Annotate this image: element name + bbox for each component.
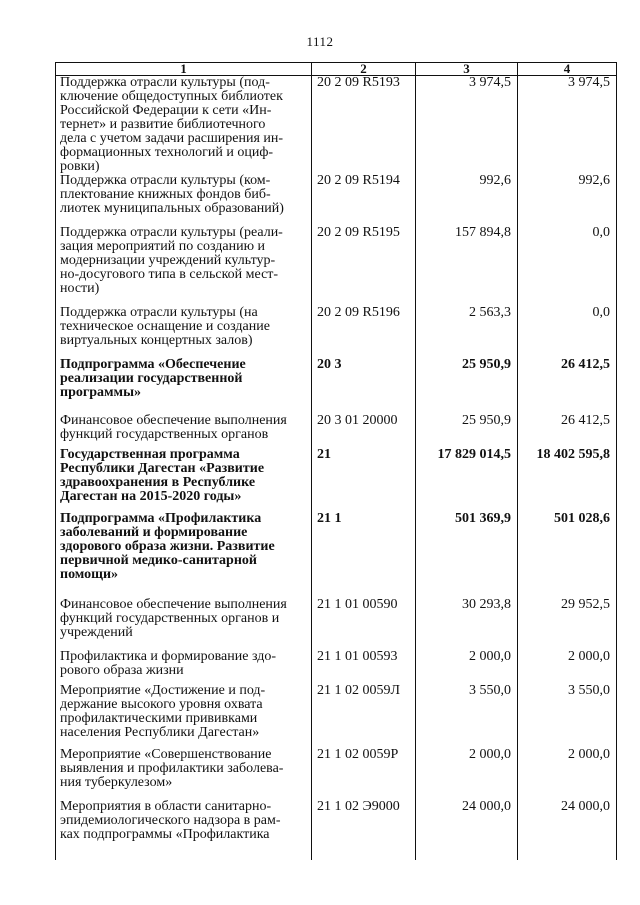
row-name-line: Подпрограмма «Обеспечение — [60, 357, 246, 372]
row-name-line: но-досугового типа в сельской мест- — [60, 267, 279, 282]
row-name-line: ключение общедоступных библиотек — [60, 89, 283, 104]
row-value-col3: 2 563,3 — [416, 306, 518, 358]
row-name-line: ности) — [60, 281, 100, 296]
page-number: 1112 — [306, 34, 334, 49]
row-code: 21 1 02 0059Л — [312, 684, 416, 748]
row-value-col4: 26 412,5 — [518, 358, 617, 414]
row-code: 20 2 09 R5193 — [312, 76, 416, 175]
row-value-col4: 2 000,0 — [518, 650, 617, 684]
row-code: 20 3 — [312, 358, 416, 414]
row-name-line: Мероприятие «Достижение и под- — [60, 683, 266, 698]
row-code: 21 1 02 0059Р — [312, 748, 416, 800]
row-name — [56, 800, 312, 860]
table-row — [56, 358, 617, 414]
column-header-2: 2 — [312, 63, 416, 76]
row-name-line: рового образа жизни — [60, 663, 184, 678]
table-row — [56, 748, 617, 800]
row-code: 21 — [312, 448, 416, 512]
row-value-col3: 157 894,8 — [416, 226, 518, 306]
row-name-line: дела с учетом задачи расширения ин- — [60, 131, 284, 146]
table-row — [56, 684, 617, 748]
row-value-col3: 501 369,9 — [416, 512, 518, 598]
row-value-col4: 3 974,5 — [518, 76, 617, 175]
table-row — [56, 448, 617, 512]
table-row — [56, 226, 617, 306]
row-name — [56, 448, 312, 512]
row-name-line: техническое оснащение и создание — [60, 319, 270, 334]
row-value-col4: 2 000,0 — [518, 748, 617, 800]
row-name-line: населения Республики Дагестан» — [60, 725, 260, 740]
row-name-line: зация мероприятий по созданию и — [60, 239, 266, 254]
row-value-col3: 2 000,0 — [416, 748, 518, 800]
row-name-line: лиотек муниципальных образований) — [60, 201, 284, 216]
row-value-col3: 24 000,0 — [416, 800, 518, 860]
row-value-col3: 25 950,9 — [416, 358, 518, 414]
budget-table — [55, 62, 617, 860]
row-name-line: ния туберкулезом» — [60, 775, 173, 790]
row-code: 20 3 01 20000 — [312, 414, 416, 448]
row-name — [56, 598, 312, 650]
row-value-col4: 29 952,5 — [518, 598, 617, 650]
row-code: 21 1 01 00593 — [312, 650, 416, 684]
row-name-line: Российской Федерации к сети «Ин- — [60, 103, 272, 118]
row-name — [56, 174, 312, 226]
row-name-line: Поддержка отрасли культуры (под- — [60, 75, 270, 90]
row-value-col3: 992,6 — [416, 174, 518, 226]
row-name — [56, 306, 312, 358]
table-row — [56, 650, 617, 684]
row-name-line: модернизации учреждений культур- — [60, 253, 276, 268]
row-name — [56, 650, 312, 684]
row-code: 20 2 09 R5196 — [312, 306, 416, 358]
table-row — [56, 512, 617, 598]
row-name-line: заболеваний и формирование — [60, 525, 248, 540]
row-name-line: Мероприятие «Совершенствование — [60, 747, 272, 762]
row-name-line: держание высокого уровня охвата — [60, 697, 263, 712]
header-row — [56, 63, 617, 76]
row-name — [56, 226, 312, 306]
row-name — [56, 748, 312, 800]
row-name-line: учреждений — [60, 625, 133, 640]
row-name-line: здорового образа жизни. Развитие — [60, 539, 275, 554]
row-name-line: Подпрограмма «Профилактика — [60, 511, 262, 526]
table-row — [56, 76, 617, 175]
row-name-line: Республики Дагестан «Развитие — [60, 461, 265, 476]
table-body — [56, 76, 617, 861]
row-value-col4: 18 402 595,8 — [518, 448, 617, 512]
column-header-1: 1 — [56, 63, 312, 76]
row-name — [56, 76, 312, 175]
row-value-col3: 30 293,8 — [416, 598, 518, 650]
row-name-line: Дагестан на 2015-2020 годы» — [60, 489, 242, 504]
row-name-line: Поддержка отрасли культуры (реали- — [60, 225, 283, 240]
row-name-line: здравоохранения в Республике — [60, 475, 256, 490]
table-header — [56, 63, 617, 76]
table-row — [56, 598, 617, 650]
row-code: 21 1 02 Э9000 — [312, 800, 416, 860]
row-value-col3: 3 974,5 — [416, 76, 518, 175]
row-name-line: тернет» и развитие библиотечного — [60, 117, 266, 132]
row-name-line: Поддержка отрасли культуры (ком- — [60, 173, 271, 188]
row-value-col4: 0,0 — [518, 226, 617, 306]
row-name-line: плектование книжных фондов биб- — [60, 187, 271, 202]
row-name-line: Мероприятия в области санитарно- — [60, 799, 272, 814]
row-value-col3: 2 000,0 — [416, 650, 518, 684]
row-name — [56, 414, 312, 448]
row-name-line: формационных технологий и оциф- — [60, 145, 274, 160]
row-value-col3: 3 550,0 — [416, 684, 518, 748]
row-value-col4: 26 412,5 — [518, 414, 617, 448]
row-name — [56, 684, 312, 748]
row-name-line: помощи» — [60, 567, 119, 582]
row-name-line: функций государственных органов — [60, 427, 269, 442]
row-code: 20 2 09 R5194 — [312, 174, 416, 226]
row-name-line: Профилактика и формирование здо- — [60, 649, 277, 664]
row-name-line: программы» — [60, 385, 141, 400]
table-row — [56, 306, 617, 358]
row-name-line: профилактическими прививками — [60, 711, 258, 726]
row-value-col4: 992,6 — [518, 174, 617, 226]
row-name-line: ровки) — [60, 159, 100, 174]
row-name-line: Поддержка отрасли культуры (на — [60, 305, 258, 320]
row-name-line: первичной медико-санитарной — [60, 553, 257, 568]
row-name-line: ках подпрограммы «Профилактика — [60, 827, 270, 842]
row-name-line: виртуальных концертных залов) — [60, 333, 253, 348]
budget-table-container — [55, 62, 616, 860]
row-name-line: Государственная программа — [60, 447, 240, 462]
column-header-3: 3 — [416, 63, 518, 76]
row-value-col4: 3 550,0 — [518, 684, 617, 748]
row-name-line: реализации государственной — [60, 371, 243, 386]
row-name-line: функций государственных органов и — [60, 611, 280, 626]
row-name-line: эпидемиологического надзора в рам- — [60, 813, 281, 828]
table-row — [56, 174, 617, 226]
table-row — [56, 800, 617, 860]
column-header-4: 4 — [518, 63, 617, 76]
table-row — [56, 414, 617, 448]
row-value-col4: 24 000,0 — [518, 800, 617, 860]
row-value-col4: 501 028,6 — [518, 512, 617, 598]
row-name — [56, 358, 312, 414]
row-value-col3: 17 829 014,5 — [416, 448, 518, 512]
row-value-col3: 25 950,9 — [416, 414, 518, 448]
row-name-line: Финансовое обеспечение выполнения — [60, 413, 287, 428]
row-name-line: Финансовое обеспечение выполнения — [60, 597, 287, 612]
row-code: 21 1 — [312, 512, 416, 598]
row-code: 20 2 09 R5195 — [312, 226, 416, 306]
row-name — [56, 512, 312, 598]
row-code: 21 1 01 00590 — [312, 598, 416, 650]
row-name-line: выявления и профилактики заболева- — [60, 761, 284, 776]
row-value-col4: 0,0 — [518, 306, 617, 358]
